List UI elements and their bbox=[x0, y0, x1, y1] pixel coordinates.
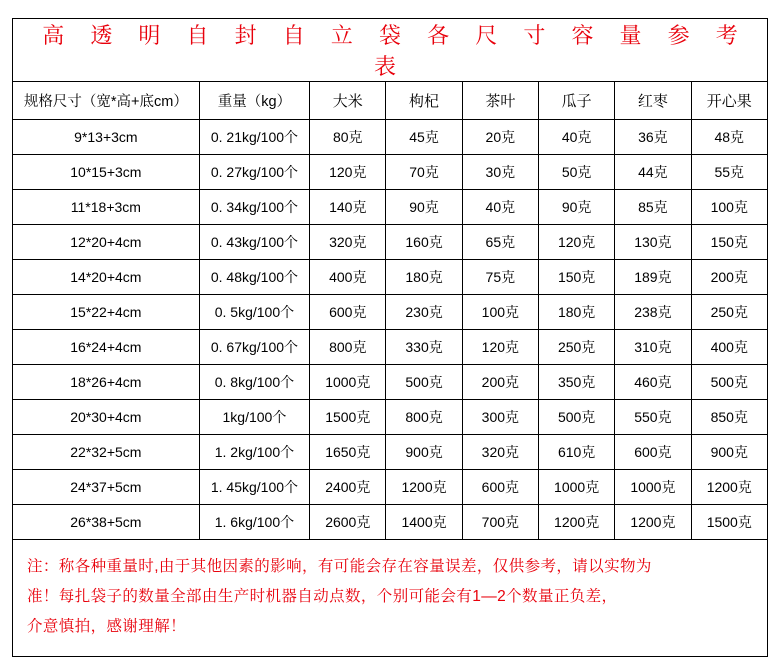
table-row bbox=[13, 120, 768, 155]
cell-weight: 1kg/100个 bbox=[199, 400, 309, 435]
cell-spec: 12*20+4cm bbox=[13, 225, 200, 260]
cell-tea: 200克 bbox=[462, 365, 538, 400]
cell-goji: 160克 bbox=[386, 225, 462, 260]
cell-tea: 20克 bbox=[462, 120, 538, 155]
cell-rice: 600克 bbox=[310, 295, 386, 330]
cell-pistachio: 200克 bbox=[691, 260, 767, 295]
cell-tea: 100克 bbox=[462, 295, 538, 330]
cell-tea: 65克 bbox=[462, 225, 538, 260]
cell-sunflower-seeds: 350克 bbox=[538, 365, 614, 400]
cell-rice: 2600克 bbox=[310, 505, 386, 540]
cell-sunflower-seeds: 1000克 bbox=[538, 470, 614, 505]
cell-weight: 0. 48kg/100个 bbox=[199, 260, 309, 295]
cell-pistachio: 48克 bbox=[691, 120, 767, 155]
cell-red-dates: 44克 bbox=[615, 155, 691, 190]
cell-red-dates: 36克 bbox=[615, 120, 691, 155]
cell-pistachio: 900克 bbox=[691, 435, 767, 470]
cell-tea: 120克 bbox=[462, 330, 538, 365]
cell-rice: 140克 bbox=[310, 190, 386, 225]
cell-sunflower-seeds: 40克 bbox=[538, 120, 614, 155]
cell-sunflower-seeds: 610克 bbox=[538, 435, 614, 470]
cell-pistachio: 150克 bbox=[691, 225, 767, 260]
capacity-reference-table bbox=[12, 18, 768, 540]
table-row bbox=[13, 435, 768, 470]
cell-sunflower-seeds: 90克 bbox=[538, 190, 614, 225]
header-sunflower-seeds: 瓜子 bbox=[538, 82, 614, 120]
cell-spec: 18*26+4cm bbox=[13, 365, 200, 400]
cell-sunflower-seeds: 120克 bbox=[538, 225, 614, 260]
cell-sunflower-seeds: 1200克 bbox=[538, 505, 614, 540]
cell-goji: 800克 bbox=[386, 400, 462, 435]
cell-weight: 1. 6kg/100个 bbox=[199, 505, 309, 540]
cell-pistachio: 500克 bbox=[691, 365, 767, 400]
cell-tea: 600克 bbox=[462, 470, 538, 505]
cell-rice: 120克 bbox=[310, 155, 386, 190]
cell-red-dates: 1200克 bbox=[615, 505, 691, 540]
cell-red-dates: 1000克 bbox=[615, 470, 691, 505]
note-line-2: 准！每扎袋子的数量全部由生产时机器自动点数，个别可能会有1—2个数量正负差， bbox=[27, 588, 618, 605]
table-row bbox=[13, 400, 768, 435]
page-title: 高 透 明 自 封 自 立 袋 各 尺 寸 容 量 参 考 表 bbox=[13, 19, 768, 82]
cell-spec: 11*18+3cm bbox=[13, 190, 200, 225]
header-goji: 枸杞 bbox=[386, 82, 462, 120]
cell-goji: 90克 bbox=[386, 190, 462, 225]
cell-red-dates: 189克 bbox=[615, 260, 691, 295]
cell-pistachio: 1200克 bbox=[691, 470, 767, 505]
table-row bbox=[13, 260, 768, 295]
cell-pistachio: 55克 bbox=[691, 155, 767, 190]
cell-sunflower-seeds: 250克 bbox=[538, 330, 614, 365]
cell-red-dates: 310克 bbox=[615, 330, 691, 365]
table-row bbox=[13, 470, 768, 505]
cell-goji: 180克 bbox=[386, 260, 462, 295]
cell-rice: 1650克 bbox=[310, 435, 386, 470]
header-red-dates: 红枣 bbox=[615, 82, 691, 120]
header-tea: 茶叶 bbox=[462, 82, 538, 120]
table-title-row bbox=[13, 19, 768, 82]
cell-goji: 1400克 bbox=[386, 505, 462, 540]
cell-tea: 40克 bbox=[462, 190, 538, 225]
table-row bbox=[13, 225, 768, 260]
cell-weight: 1. 2kg/100个 bbox=[199, 435, 309, 470]
cell-rice: 2400克 bbox=[310, 470, 386, 505]
cell-pistachio: 100克 bbox=[691, 190, 767, 225]
header-rice: 大米 bbox=[310, 82, 386, 120]
cell-red-dates: 85克 bbox=[615, 190, 691, 225]
cell-rice: 80克 bbox=[310, 120, 386, 155]
cell-goji: 70克 bbox=[386, 155, 462, 190]
cell-weight: 1. 45kg/100个 bbox=[199, 470, 309, 505]
cell-red-dates: 460克 bbox=[615, 365, 691, 400]
cell-spec: 16*24+4cm bbox=[13, 330, 200, 365]
header-pistachio: 开心果 bbox=[691, 82, 767, 120]
cell-goji: 1200克 bbox=[386, 470, 462, 505]
table-row bbox=[13, 330, 768, 365]
cell-goji: 900克 bbox=[386, 435, 462, 470]
table-row bbox=[13, 295, 768, 330]
cell-spec: 9*13+3cm bbox=[13, 120, 200, 155]
cell-spec: 22*32+5cm bbox=[13, 435, 200, 470]
cell-weight: 0. 5kg/100个 bbox=[199, 295, 309, 330]
cell-spec: 10*15+3cm bbox=[13, 155, 200, 190]
cell-goji: 230克 bbox=[386, 295, 462, 330]
cell-tea: 30克 bbox=[462, 155, 538, 190]
cell-red-dates: 130克 bbox=[615, 225, 691, 260]
cell-rice: 400克 bbox=[310, 260, 386, 295]
cell-spec: 14*20+4cm bbox=[13, 260, 200, 295]
cell-pistachio: 1500克 bbox=[691, 505, 767, 540]
cell-weight: 0. 67kg/100个 bbox=[199, 330, 309, 365]
cell-pistachio: 850克 bbox=[691, 400, 767, 435]
cell-tea: 300克 bbox=[462, 400, 538, 435]
cell-goji: 45克 bbox=[386, 120, 462, 155]
table-row bbox=[13, 365, 768, 400]
cell-goji: 330克 bbox=[386, 330, 462, 365]
cell-red-dates: 238克 bbox=[615, 295, 691, 330]
cell-sunflower-seeds: 180克 bbox=[538, 295, 614, 330]
table-row bbox=[13, 505, 768, 540]
table-row bbox=[13, 190, 768, 225]
cell-weight: 0. 34kg/100个 bbox=[199, 190, 309, 225]
note-line-1: 注：称各种重量时,由于其他因素的影响，有可能会存在容量误差，仅供参考，请以实物为 bbox=[27, 558, 652, 575]
cell-rice: 1000克 bbox=[310, 365, 386, 400]
cell-sunflower-seeds: 500克 bbox=[538, 400, 614, 435]
cell-red-dates: 600克 bbox=[615, 435, 691, 470]
cell-tea: 700克 bbox=[462, 505, 538, 540]
cell-weight: 0. 8kg/100个 bbox=[199, 365, 309, 400]
cell-tea: 75克 bbox=[462, 260, 538, 295]
cell-rice: 1500克 bbox=[310, 400, 386, 435]
footer-note bbox=[12, 540, 768, 657]
cell-tea: 320克 bbox=[462, 435, 538, 470]
cell-red-dates: 550克 bbox=[615, 400, 691, 435]
table-row bbox=[13, 155, 768, 190]
cell-pistachio: 250克 bbox=[691, 295, 767, 330]
cell-weight: 0. 43kg/100个 bbox=[199, 225, 309, 260]
header-spec-size: 规格尺寸（宽*高+底cm） bbox=[13, 82, 200, 120]
cell-goji: 500克 bbox=[386, 365, 462, 400]
cell-weight: 0. 21kg/100个 bbox=[199, 120, 309, 155]
cell-spec: 24*37+5cm bbox=[13, 470, 200, 505]
cell-pistachio: 400克 bbox=[691, 330, 767, 365]
cell-spec: 20*30+4cm bbox=[13, 400, 200, 435]
table-header-row bbox=[13, 82, 768, 120]
cell-spec: 15*22+4cm bbox=[13, 295, 200, 330]
cell-sunflower-seeds: 50克 bbox=[538, 155, 614, 190]
cell-spec: 26*38+5cm bbox=[13, 505, 200, 540]
header-weight: 重量（kg） bbox=[199, 82, 309, 120]
cell-rice: 320克 bbox=[310, 225, 386, 260]
cell-rice: 800克 bbox=[310, 330, 386, 365]
note-line-3: 介意慎拍，感谢理解！ bbox=[27, 618, 187, 635]
cell-sunflower-seeds: 150克 bbox=[538, 260, 614, 295]
cell-weight: 0. 27kg/100个 bbox=[199, 155, 309, 190]
